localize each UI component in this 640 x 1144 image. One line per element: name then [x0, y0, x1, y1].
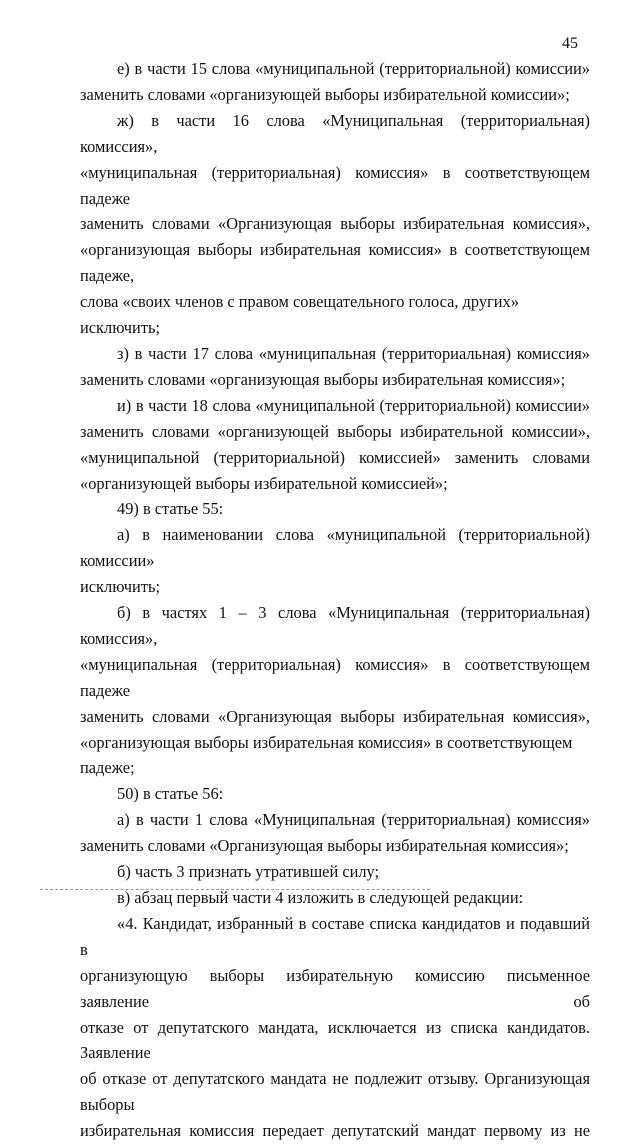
paragraph-i-line-4: «организующей выборы избирательной комиссией»;: [80, 473, 448, 493]
item-49-heading: 49) в статье 55:: [117, 499, 224, 519]
quote-line-1: «4. Кандидат, избранный в составе списка кандидатов и подавший в: [80, 913, 590, 959]
paragraph-zh-line-4: «организующая выборы избирательная комиссия» в соответствующем падеже,: [80, 240, 590, 286]
paragraph-a50-line-2: заменить словами «Организующая выборы избирательная комиссия»;: [80, 836, 569, 856]
paragraph-zh-line-3: заменить словами «Организующая выборы избирательная комиссия»,: [80, 214, 590, 234]
page-number: 45: [562, 35, 578, 52]
paragraph-z-line-1: з) в части 17 слова «муниципальная (территориальная) комиссия»: [117, 343, 590, 363]
quote-line-4: об отказе от депутатского мандата не подлежит отзыву. Организующая выборы: [80, 1069, 590, 1115]
paragraph-i-line-2: заменить словами «организующей выборы избирательной комиссии»,: [80, 421, 590, 441]
item-50-heading: 50) в статье 56:: [117, 784, 224, 804]
paragraph-a50-line-1: а) в части 1 слова «Муниципальная (территориальная) комиссия»: [117, 810, 590, 830]
scan-edge-divider: [40, 889, 430, 890]
paragraph-b49-line-3: заменить словами «Организующая выборы избирательная комиссия»,: [80, 706, 590, 726]
quote-line-3: отказе от депутатского мандата, исключается из списка кандидатов. Заявление: [80, 1017, 590, 1063]
paragraph-e-line-2: заменить словами «организующей выборы избирательной комиссии»;: [80, 84, 570, 104]
paragraph-z-line-2: заменить словами «организующая выборы избирательная комиссия»;: [80, 369, 566, 389]
quote-line-2: организующую выборы избирательную комиссию письменное заявление об: [80, 965, 590, 1011]
quote-line-5: избирательная комиссия передает депутатский мандат первому из не: [80, 1121, 590, 1141]
paragraph-v50: в) абзац первый части 4 изложить в следующей редакции:: [117, 888, 524, 907]
paragraph-zh-line-5: слова «своих членов с правом совещательного голоса, других» исключить;: [80, 292, 519, 338]
paragraph-i-line-1: и) в части 18 слова «муниципальной (территориальной) комиссии»: [117, 395, 590, 415]
paragraph-zh-line-1: ж) в части 16 слова «Муниципальная (территориальная) комиссия»,: [80, 110, 590, 156]
paragraph-a49-line-2: исключить;: [80, 577, 161, 597]
paragraph-b49-line-2: «муниципальная (территориальная) комиссия» в соответствующем падеже: [80, 654, 590, 700]
paragraph-b49-line-1: б) в частях 1 – 3 слова «Муниципальная (территориальная) комиссия»,: [80, 603, 590, 648]
paragraph-b49-line-4: «организующая выборы избирательная комиссия» в соответствующем падеже;: [80, 732, 573, 778]
paragraph-a49-line-1: а) в наименовании слова «муниципальной (территориальной) комиссии»: [80, 525, 590, 571]
paragraph-i-line-3: «муниципальной (территориальной) комиссией» заменить словами: [80, 447, 590, 467]
paragraph-zh-line-2: «муниципальная (территориальная) комиссия» в соответствующем падеже: [80, 162, 590, 208]
paragraph-e-line-1: е) в части 15 слова «муниципальной (территориальной) комиссии»: [117, 59, 590, 78]
document-body: [80, 56, 590, 1144]
paragraph-b50: б) часть 3 признать утратившей силу;: [117, 862, 380, 882]
